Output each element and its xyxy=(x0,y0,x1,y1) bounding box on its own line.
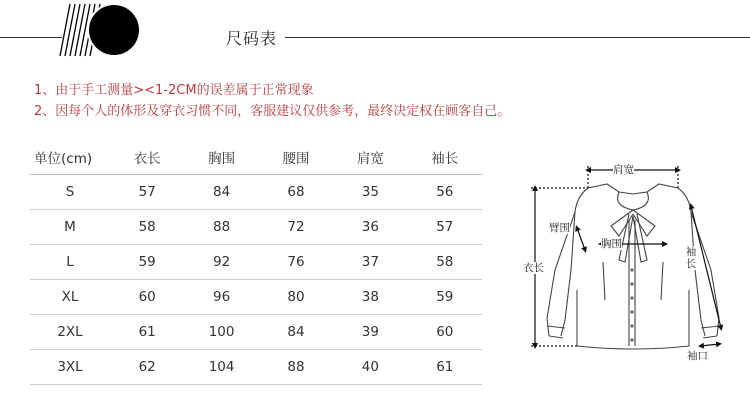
size-cell: 2XL xyxy=(30,315,110,350)
table-cell: 37 xyxy=(333,245,407,280)
note-1: 1、由于手工测量><1-2CM的误差属于正常现象 xyxy=(34,83,314,98)
table-cell: 80 xyxy=(259,280,333,315)
shoulder-width-label: 肩宽 xyxy=(613,164,634,176)
table-cell: 104 xyxy=(184,350,258,385)
table-cell: 96 xyxy=(184,280,258,315)
table-cell: 88 xyxy=(259,350,333,385)
table-cell: 59 xyxy=(408,280,482,315)
column-header-length: 衣长 xyxy=(110,140,184,175)
table-row xyxy=(30,350,482,385)
size-cell: S xyxy=(30,175,110,210)
table-cell: 57 xyxy=(110,175,184,210)
table-cell: 58 xyxy=(408,245,482,280)
cuff-label: 袖口 xyxy=(687,350,708,362)
table-row xyxy=(30,315,482,350)
table-row xyxy=(30,175,482,210)
table-cell: 56 xyxy=(408,175,482,210)
size-cell: L xyxy=(30,245,110,280)
table-cell: 61 xyxy=(110,315,184,350)
header xyxy=(0,0,750,60)
table-cell: 35 xyxy=(333,175,407,210)
column-header-sleeve: 袖长 xyxy=(408,140,482,175)
table-cell: 61 xyxy=(408,350,482,385)
table-cell: 84 xyxy=(259,315,333,350)
table-cell: 59 xyxy=(110,245,184,280)
table-cell: 40 xyxy=(333,350,407,385)
garment-diagram xyxy=(515,150,747,400)
armpit-label: 臂围 xyxy=(549,222,570,234)
chest-label: 胸围 xyxy=(601,238,622,250)
table-cell: 58 xyxy=(110,210,184,245)
table-cell: 76 xyxy=(259,245,333,280)
table-cell: 84 xyxy=(184,175,258,210)
table-row xyxy=(30,210,482,245)
table-cell: 60 xyxy=(110,280,184,315)
table-cell: 92 xyxy=(184,245,258,280)
table-header-row xyxy=(30,140,482,175)
size-cell: M xyxy=(30,210,110,245)
page-title: 尺码表 xyxy=(226,29,278,48)
size-cell: 3XL xyxy=(30,350,110,385)
table-row xyxy=(30,280,482,315)
table-cell: 60 xyxy=(408,315,482,350)
table-cell: 100 xyxy=(184,315,258,350)
note-2: 2、因每个人的体形及穿衣习惯不同，客服建议仅供参考，最终决定权在顾客自己。 xyxy=(34,104,511,119)
table-cell: 38 xyxy=(333,280,407,315)
table-row xyxy=(30,245,482,280)
table-cell: 62 xyxy=(110,350,184,385)
column-header-shoulder: 肩宽 xyxy=(333,140,407,175)
table-cell: 39 xyxy=(333,315,407,350)
size-table xyxy=(30,140,482,385)
table-cell: 57 xyxy=(408,210,482,245)
table-cell: 88 xyxy=(184,210,258,245)
sleeve-length-label: 袖长 xyxy=(685,246,697,270)
notes xyxy=(34,80,510,122)
body-length-label: 衣长 xyxy=(523,262,544,274)
header-rule-right xyxy=(285,37,750,38)
header-rule-left xyxy=(0,37,62,38)
title-logo-icon xyxy=(56,2,142,58)
column-header-chest: 胸围 xyxy=(184,140,258,175)
column-header-waist: 腰围 xyxy=(259,140,333,175)
table-cell: 68 xyxy=(259,175,333,210)
table-cell: 72 xyxy=(259,210,333,245)
table-cell: 36 xyxy=(333,210,407,245)
size-cell: XL xyxy=(30,280,110,315)
column-header-unit: 单位(cm) xyxy=(30,140,110,175)
blouse-illustration-icon xyxy=(515,150,747,400)
